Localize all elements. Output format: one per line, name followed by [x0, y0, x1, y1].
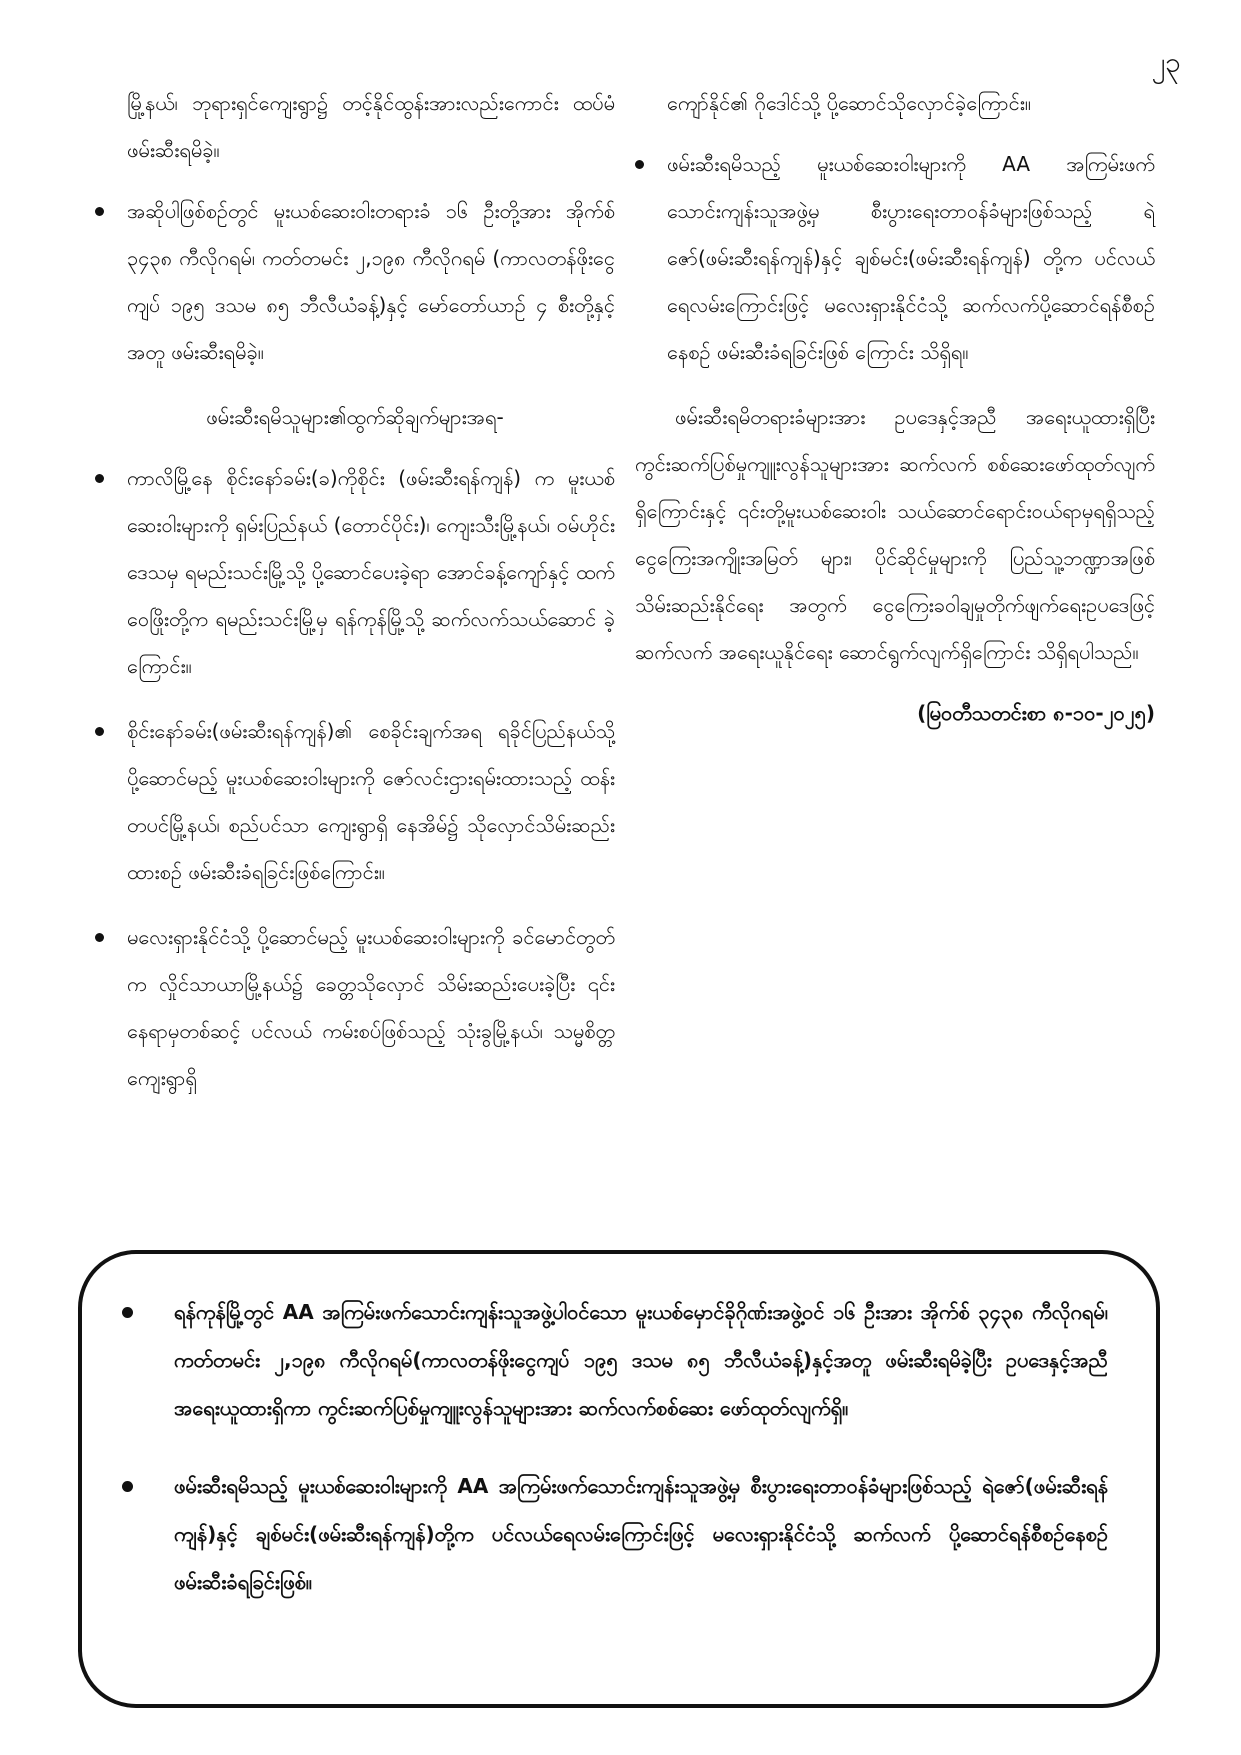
- summary-item: [122, 1462, 1108, 1606]
- bullet-dot-icon: [95, 474, 104, 483]
- bullet-item: [95, 914, 615, 1102]
- section-heading: ဖမ်းဆီးရမိသူများ၏ထွက်ဆိုချက်များအရ-: [206, 405, 504, 429]
- bullet-dot-icon: [122, 1481, 133, 1492]
- bullet-item: [95, 188, 615, 376]
- source-citation: (မြဝတီသတင်းစာ ၈-၁၀-၂၀၂၅): [917, 701, 1155, 725]
- bullet-text: ဖမ်းဆီးရမိသည့် မူးယစ်ဆေးဝါးများကို AA အကြမ်းဖက် သောင်းကျန်းသူအဖွဲ့မှ စီးပွားရေးတာဝန်ခံများဖြစ်သည့် ရဲဇော်(ဖမ်းဆီးရန်ကျန်)နှင့် ချစ်မင်း(ဖမ်းဆီးရန်ကျန်) တို့က ပင်လယ်ရေလမ်းကြောင်းဖြင့် မလေးရှားနိုင်ငံသို့ ဆက်လက်ပို့ဆောင်ရန်စီစဉ်နေစဉ် ဖမ်းဆီးခံရခြင်းဖြစ် ကြောင်း သိရှိရ။: [667, 152, 1155, 364]
- summary-item: [122, 1288, 1108, 1432]
- bullet-text: ကာလိမြို့နေ စိုင်းနော်ခမ်း(ခ)ကိုစိုင်း (ဖမ်းဆီးရန်ကျန်) က မူးယစ်ဆေးဝါးများကို ရှမ်းပြည်နယ် (တောင်ပိုင်း)၊ ကျေးသီးမြို့နယ်၊ ဝမ်ဟိုင်းဒေသမှ ရမည်းသင်းမြို့သို့ ပို့ဆောင်ပေးခဲ့ရာ အောင်ခန့်ကျော်နှင့် ထက်ဝေဖြိုးတို့က ရမည်းသင်းမြို့မှ ရန်ကုန်မြို့သို့ ဆက်လက်သယ်ဆောင် ခဲ့ကြောင်း။: [127, 466, 615, 678]
- bullet-item: [95, 455, 615, 690]
- left-column: [95, 80, 615, 1120]
- summary-text: ဖမ်းဆီးရမိသည့် မူးယစ်ဆေးဝါးများကို AA အကြမ်းဖက်သောင်းကျန်းသူအဖွဲ့မှ စီးပွားရေးတာဝန်ခံများဖြစ်သည့် ရဲဇော်(ဖမ်းဆီးရန်ကျန်)နှင့် ချစ်မင်း(ဖမ်းဆီးရန်ကျန်)တို့က ပင်လယ်ရေလမ်းကြောင်းဖြင့် မလေးရှားနိုင်ငံသို့ ဆက်လက် ပို့ဆောင်ရန်စီစဉ်နေစဉ် ဖမ်းဆီးခံရခြင်းဖြစ်။: [174, 1474, 1108, 1594]
- summary-box: [78, 1250, 1160, 1708]
- bullet-item: [635, 141, 1155, 376]
- bullet-dot-icon: [122, 1307, 133, 1318]
- bullet-item: [95, 708, 615, 896]
- closing-paragraph: ဖမ်းဆီးရမိတရားခံများအား ဥပဒေနှင့်အညီ အရေးယူထားရှိပြီး ကွင်းဆက်ပြစ်မှုကျူးလွန်သူများအား ဆက်လက် စစ်ဆေးဖော်ထုတ်လျက်ရှိကြောင်းနှင့် ၎င်းတို့မူးယစ်ဆေးဝါး သယ်ဆောင်ရောင်းဝယ်ရာမှရရှိသည့် ငွေကြေးအကျိုးအမြတ် များ၊ ပိုင်ဆိုင်မှုများကို ပြည်သူ့ဘဏ္ဍာအဖြစ် သိမ်းဆည်းနိုင်ရေး အတွက် ငွေကြေးခဝါချမှုတိုက်ဖျက်ရေးဥပဒေဖြင့် ဆက်လက် အရေးယူနိုင်ရေး ဆောင်ရွက်လျက်ရှိကြောင်း သိရှိရပါသည်။: [635, 405, 1155, 664]
- bullet-text: အဆိုပါဖြစ်စဉ်တွင် မူးယစ်ဆေးဝါးတရားခံ ၁၆ ဦးတို့အား အိုက်စ် ၃၄၃၈ ကီလိုဂရမ်၊ ကတ်တမင်း ၂,၁၉၈ ကီလိုဂရမ် (ကာလတန်ဖိုးငွေကျပ် ၁၉၅ ဒသမ ၈၅ ဘီလီယံခန့်)နှင့် မော်တော်ယာဉ် ၄ စီးတို့နှင့်အတူ ဖမ်းဆီးရမိခဲ့။: [127, 199, 615, 364]
- bullet-text: စိုင်းနော်ခမ်း(ဖမ်းဆီးရန်ကျန်)၏ စေခိုင်းချက်အရ ရခိုင်ပြည်နယ်သို့ ပို့ဆောင်မည့် မူးယစ်ဆေးဝါးများကို ဇော်လင်းဌားရမ်းထားသည့် ထန်းတပင်မြို့နယ်၊ စည်ပင်သာ ကျေးရွာရှိ နေအိမ်၌ သိုလှောင်သိမ်းဆည်းထားစဉ် ဖမ်းဆီးခံရခြင်းဖြစ်ကြောင်း။: [127, 719, 615, 884]
- bullet-dot-icon: [95, 933, 104, 942]
- summary-text: ရန်ကုန်မြို့တွင် AA အကြမ်းဖက်သောင်းကျန်းသူအဖွဲ့ပါဝင်သော မူးယစ်မှောင်ခိုဂိုဏ်းအဖွဲ့ဝင် ၁၆ ဦးအား အိုက်စ် ၃၄၃၈ ကီလိုဂရမ်၊ ကတ်တမင်း ၂,၁၉၈ ကီလိုဂရမ်(ကာလတန်ဖိုးငွေကျပ် ၁၉၅ ဒသမ ၈၅ ဘီလီယံခန့်)နှင့်အတူ ဖမ်းဆီးရမိခဲ့ပြီး ဥပဒေနှင့်အညီ အရေးယူထားရှိကာ ကွင်းဆက်ပြစ်မှုကျူးလွန်သူများအား ဆက်လက်စစ်ဆေး ဖော်ထုတ်လျက်ရှိ။: [174, 1300, 1108, 1420]
- continuation-paragraph: ကျော်နိုင်၏ ဂိုဒေါင်သို့ ပို့ဆောင်သိုလှောင်ခဲ့ကြောင်း။: [667, 91, 1031, 115]
- bullet-text: မလေးရှားနိုင်ငံသို့ ပို့ဆောင်မည့် မူးယစ်ဆေးဝါးများကို ခင်မောင်တွတ်က လှိုင်သာယာမြို့နယ်၌ ခေတ္တသိုလှောင် သိမ်းဆည်းပေးခဲ့ပြီး ၎င်းနေရာမှတစ်ဆင့် ပင်လယ် ကမ်းစပ်ဖြစ်သည့် သုံးခွမြို့နယ်၊ သမ္မစိတ္တကျေးရွာရှိ: [127, 925, 615, 1090]
- bullet-dot-icon: [95, 207, 104, 216]
- page-number: ၂၃: [1151, 46, 1181, 79]
- right-column: [635, 80, 1155, 757]
- bullet-dot-icon: [95, 727, 104, 736]
- bullet-dot-icon: [635, 160, 644, 169]
- intro-paragraph: မြို့နယ်၊ ဘုရားရှင်ကျေးရွာ၌ တင့်နိုင်ထွန်းအားလည်းကောင်း ထပ်မံဖမ်းဆီးရမိခဲ့။: [127, 91, 615, 162]
